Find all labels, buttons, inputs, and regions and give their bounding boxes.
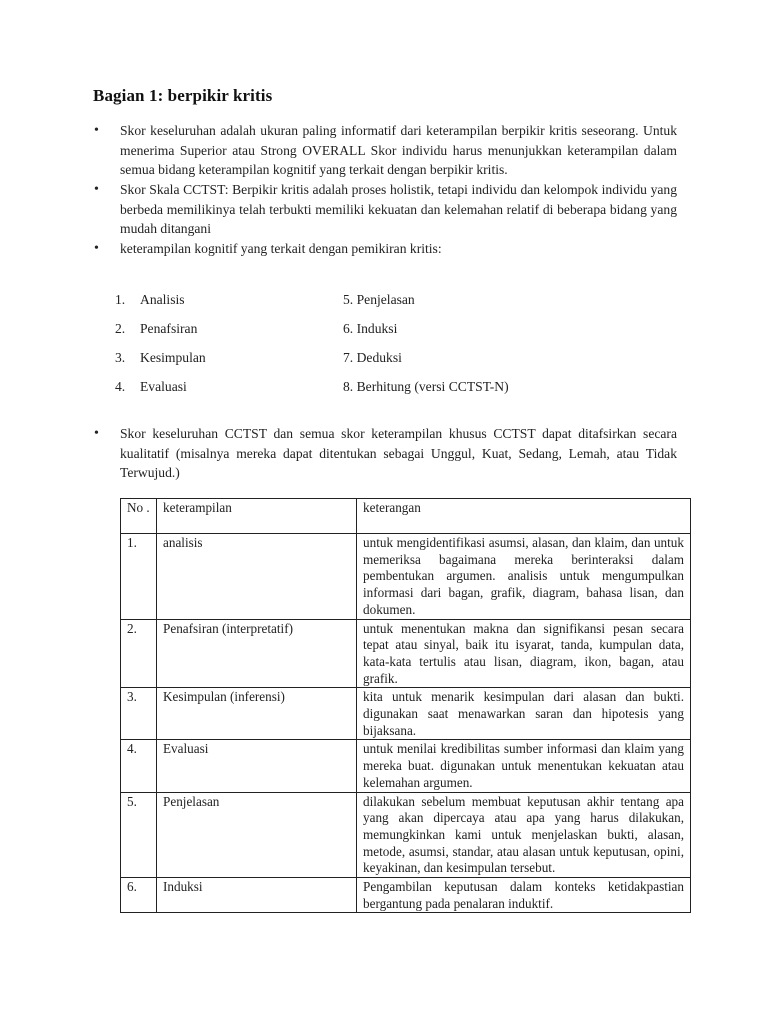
cell-no: 6.	[121, 878, 157, 913]
table-row	[121, 740, 691, 792]
cell-no: 1.	[121, 534, 157, 620]
skills-list-row	[115, 292, 585, 321]
cell-skill: Penjelasan	[157, 792, 357, 878]
header-desc: keterangan	[357, 499, 691, 534]
cell-no: 3.	[121, 688, 157, 740]
table-row	[121, 534, 691, 620]
skill-right: 6. Induksi	[343, 321, 398, 336]
skill-left: Analisis	[140, 292, 185, 307]
skill-right: 5. Penjelasan	[343, 292, 415, 307]
cell-desc: Pengambilan keputusan dalam konteks ketidakpastian bergantung pada penalaran induktif.	[357, 878, 691, 913]
header-no: No .	[121, 499, 157, 534]
cell-desc: dilakukan sebelum membuat keputusan akhir tentang apa yang akan dipercaya atau apa yang harus dilakukan, memungkinkan kami untuk menjelaskan bukti, alasan, metode, asumsi, standar, atau alasan untuk keputusan, opini, keyakinan, dan kesimpulan tersebut.	[357, 792, 691, 878]
cell-desc: untuk mengidentifikasi asumsi, alasan, dan klaim, dan untuk memeriksa bagaimana mereka berinteraksi dalam pembentukan argumen. analisis untuk mengumpulkan informasi dari bagan, grafik, diagram, bahasa lisan, dan dokumen.	[357, 534, 691, 620]
cell-skill: Penafsiran (interpretatif)	[157, 619, 357, 688]
skill-left: Evaluasi	[140, 379, 187, 394]
table-row	[121, 688, 691, 740]
cell-desc: kita untuk menarik kesimpulan dari alasan dan bukti. digunakan saat menawarkan saran dan hipotesis yang bijaksana.	[357, 688, 691, 740]
table-row	[121, 619, 691, 688]
skills-list-row	[115, 379, 585, 408]
skill-left: Penafsiran	[140, 321, 198, 336]
cell-no: 2.	[121, 619, 157, 688]
cell-skill: Evaluasi	[157, 740, 357, 792]
header-skill: keterampilan	[157, 499, 357, 534]
cell-no: 4.	[121, 740, 157, 792]
cell-desc: untuk menilai kredibilitas sumber informasi dan klaim yang mereka buat. digunakan untuk menentukan kekuatan atau kelemahan argumen.	[357, 740, 691, 792]
list-number: 2.	[115, 321, 126, 336]
cell-skill: Induksi	[157, 878, 357, 913]
skill-left: Kesimpulan	[140, 350, 206, 365]
cell-desc: untuk menentukan makna dan signifikansi pesan secara tepat atau sinyal, baik itu isyarat, tanda, kumpulan data, kata-kata tertulis atau lisan, diagram, ikon, bagan, atau grafik.	[357, 619, 691, 688]
bullet-list	[93, 121, 677, 259]
skill-right: 7. Deduksi	[343, 350, 402, 365]
skills-numbered-list	[115, 292, 585, 408]
skill-right: 8. Berhitung (versi CCTST-N)	[343, 379, 509, 394]
skills-list-row	[115, 321, 585, 350]
bullet-list-2	[93, 424, 677, 483]
list-number: 4.	[115, 379, 126, 394]
skills-list-row	[115, 350, 585, 379]
list-number: 3.	[115, 350, 126, 365]
bullet-item: • Skor keseluruhan adalah ukuran paling informatif dari keterampilan berpikir kritis seseorang. Untuk menerima Superior atau Strong OVERALL Skor individu harus menunjukkan keterampilan dalam semua bidang keterampilan kognitif yang terkait dengan berpikir kritis.	[93, 121, 677, 180]
list-number: 1.	[115, 292, 126, 307]
cell-skill: analisis	[157, 534, 357, 620]
cell-no: 5.	[121, 792, 157, 878]
cell-skill: Kesimpulan (inferensi)	[157, 688, 357, 740]
bullet-item: • Skor Skala CCTST: Berpikir kritis adalah proses holistik, tetapi individu dan kelompok individu yang berbeda memilikinya telah terbukti memiliki kekuatan dan kelemahan relatif di beberapa bidang yang mudah ditangani	[93, 180, 677, 239]
skills-table	[120, 498, 691, 913]
table-row	[121, 792, 691, 878]
table-row	[121, 878, 691, 913]
section-heading: Bagian 1: berpikir kritis	[93, 86, 273, 105]
bullet-item: • Skor keseluruhan CCTST dan semua skor keterampilan khusus CCTST dapat ditafsirkan secara kualitatif (misalnya mereka dapat ditentukan sebagai Unggul, Kuat, Sedang, Lemah, atau Tidak Terwujud.)	[93, 424, 677, 483]
bullet-item: • keterampilan kognitif yang terkait dengan pemikiran kritis:	[93, 239, 677, 259]
table-header-row	[121, 499, 691, 534]
